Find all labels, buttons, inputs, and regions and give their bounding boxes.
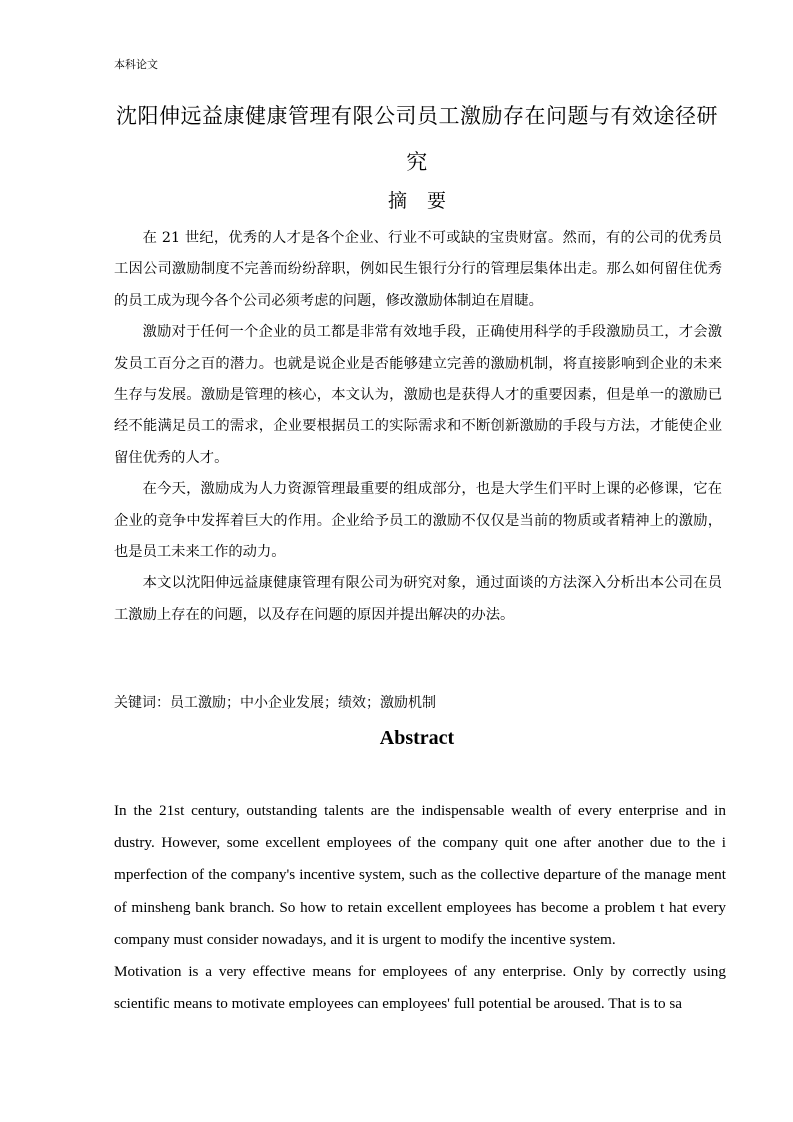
abstract-cn-paragraph: 本文以沈阳伸远益康健康管理有限公司为研究对象，通过面谈的方法深入分析出本公司在员工激励上存在的问题，以及存在问题的原因并提出解决的办法。 [114, 575, 722, 623]
abstract-en-heading: Abstract [379, 727, 455, 749]
abstract-en-paragraph: In the 21st century, outstanding talents are the indispensable wealth of every enterprise and in dustry. However, some excellent employees of the company quit one after another due to the i mperfection of the company's incentive system, such as the collective departure of the manage ment of minsheng bank branch. So how to retain excellent employees has become a problem t hat every company must consider nowadays, and it is urgent to modify the incentive system. [114, 802, 726, 948]
keywords-value: 员工激励；中小企业发展；绩效；激励机制 [170, 695, 436, 711]
abstract-cn-paragraph: 激励对于任何一个企业的员工都是非常有效地手段，正确使用科学的手段激励员工，才会激发员工百分之百的潜力。也就是说企业是否能够建立完善的激励机制，将直接影响到企业的未来生存与发展。激励是管理的核心，本文认为，激励也是获得人才的重要因素，但是单一的激励已经不能满足员工的需求，企业要根据员工的实际需求和不断创新激励的手段与方法，才能使企业留住优秀的人才。 [114, 324, 722, 466]
thesis-title-line-1: 沈阳伸远益康健康管理有限公司员工激励存在问题与有效途径研 [116, 104, 718, 128]
keywords-label: 关键词： [114, 695, 170, 711]
abstract-cn-paragraph: 在今天，激励成为人力资源管理最重要的组成部分，也是大学生们平时上课的必修课，它在企业的竞争中发挥着巨大的作用。企业给予员工的激励不仅仅是当前的物质或者精神上的激励，也是员工未来工作的动力。 [114, 481, 722, 561]
abstract-cn-heading: 摘 要 [387, 190, 447, 212]
abstract-en-paragraph: Motivation is a very effective means for employees of any enterprise. Only by correctly using scientific means to motivate employees can employees' full potential be aroused. That is to sa [114, 963, 726, 1013]
abstract-cn-paragraph: 在 21 世纪，优秀的人才是各个企业、行业不可或缺的宝贵财富。然而，有的公司的优秀员工因公司激励制度不完善而纷纷辞职，例如民生银行分行的管理层集体出走。那么如何留住优秀的员工成为现今各个公司必须考虑的问题，修改激励体制迫在眉睫。 [114, 230, 722, 309]
abstract-en-body [114, 795, 726, 1020]
document-header: 本科论文 [114, 58, 158, 71]
thesis-title-line-2: 究 [406, 150, 428, 174]
abstract-cn-body [114, 223, 722, 631]
keywords-line [114, 691, 436, 715]
